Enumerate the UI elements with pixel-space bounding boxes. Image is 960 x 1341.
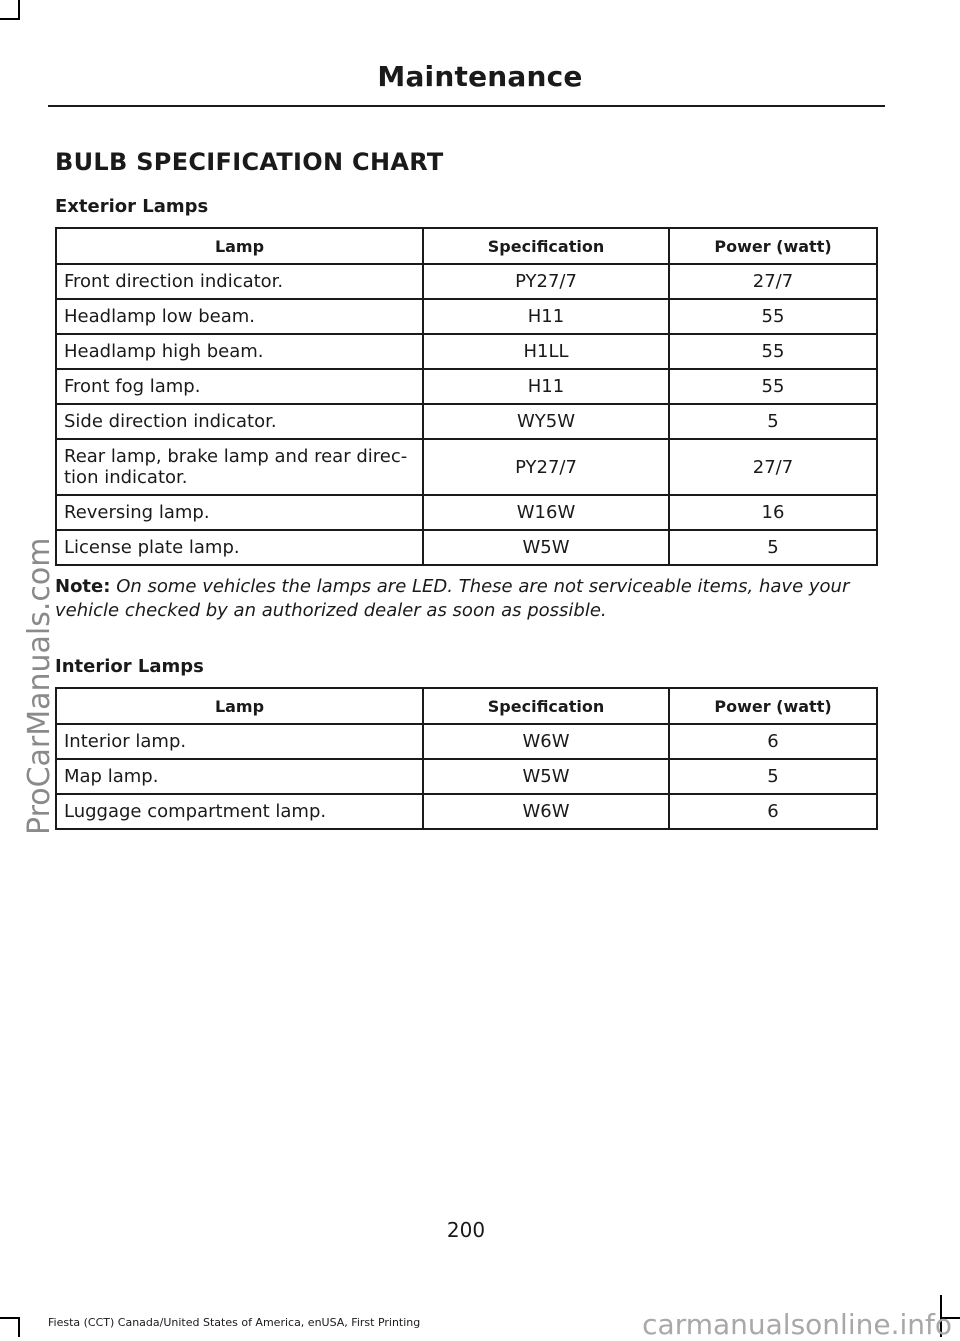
exterior-lamps-table [55, 227, 878, 566]
power-cell: 27/7 [669, 264, 877, 299]
table-row [56, 724, 877, 759]
header-rule [48, 105, 885, 107]
spec-cell: H11 [423, 369, 669, 404]
column-header-lamp: Lamp [56, 688, 423, 724]
spec-cell: W6W [423, 724, 669, 759]
page-number: 200 [446, 1218, 486, 1242]
table-row [56, 495, 877, 530]
spec-cell: WY5W [423, 404, 669, 439]
power-cell: 5 [669, 404, 877, 439]
lamp-cell: Luggage compartment lamp. [56, 794, 423, 829]
table-row [56, 530, 877, 565]
watermark-left: ProCarManuals.com [22, 537, 57, 835]
table-header-row [56, 688, 877, 724]
lamp-cell: Headlamp low beam. [56, 299, 423, 334]
section-title: BULB SPECIFICATION CHART [55, 148, 444, 176]
table-header-row [56, 228, 877, 264]
table-row [56, 334, 877, 369]
table-row [56, 264, 877, 299]
lamp-cell: Front fog lamp. [56, 369, 423, 404]
column-header-power: Power (watt) [669, 228, 877, 264]
column-header-specification: Specification [423, 688, 669, 724]
table-row [56, 369, 877, 404]
power-cell: 55 [669, 299, 877, 334]
interior-lamps-heading: Interior Lamps [55, 656, 204, 677]
lamp-cell: Front direction indicator. [56, 264, 423, 299]
column-header-power: Power (watt) [669, 688, 877, 724]
crop-mark [0, 18, 20, 20]
lamp-cell: Interior lamp. [56, 724, 423, 759]
spec-cell: W5W [423, 759, 669, 794]
table-row [56, 404, 877, 439]
power-cell: 16 [669, 495, 877, 530]
note-text: On some vehicles the lamps are LED. These are not serviceable items, have your vehicle checked by an authorized dealer as soon as possible. [55, 576, 850, 621]
lamp-cell: Rear lamp, brake lamp and rear direc- tion indicator. [56, 439, 423, 495]
note-label: Note: [55, 576, 111, 597]
watermark-bottom: carmanualsonline.info [642, 1308, 952, 1341]
power-cell: 5 [669, 530, 877, 565]
crop-mark [0, 1317, 20, 1319]
crop-mark [18, 0, 20, 20]
spec-cell: W6W [423, 794, 669, 829]
lamp-cell: License plate lamp. [56, 530, 423, 565]
power-cell: 55 [669, 334, 877, 369]
table-row [56, 759, 877, 794]
interior-lamps-table [55, 687, 878, 830]
spec-cell: PY27/7 [423, 439, 669, 495]
table-row [56, 299, 877, 334]
power-cell: 6 [669, 724, 877, 759]
table-row [56, 794, 877, 829]
lamp-cell: Reversing lamp. [56, 495, 423, 530]
column-header-specification: Specification [423, 228, 669, 264]
page-header-title: Maintenance [377, 60, 583, 93]
spec-cell: H11 [423, 299, 669, 334]
spec-cell: PY27/7 [423, 264, 669, 299]
lamp-cell: Headlamp high beam. [56, 334, 423, 369]
power-cell: 6 [669, 794, 877, 829]
power-cell: 27/7 [669, 439, 877, 495]
note-paragraph [55, 575, 885, 623]
lamp-cell: Side direction indicator. [56, 404, 423, 439]
column-header-lamp: Lamp [56, 228, 423, 264]
spec-cell: W16W [423, 495, 669, 530]
exterior-lamps-heading: Exterior Lamps [55, 196, 209, 217]
lamp-cell: Map lamp. [56, 759, 423, 794]
crop-mark [18, 1317, 20, 1337]
footer-text: Fiesta (CCT) Canada/United States of America, enUSA, First Printing [48, 1316, 421, 1329]
table-row [56, 439, 877, 495]
spec-cell: H1LL [423, 334, 669, 369]
power-cell: 55 [669, 369, 877, 404]
spec-cell: W5W [423, 530, 669, 565]
power-cell: 5 [669, 759, 877, 794]
